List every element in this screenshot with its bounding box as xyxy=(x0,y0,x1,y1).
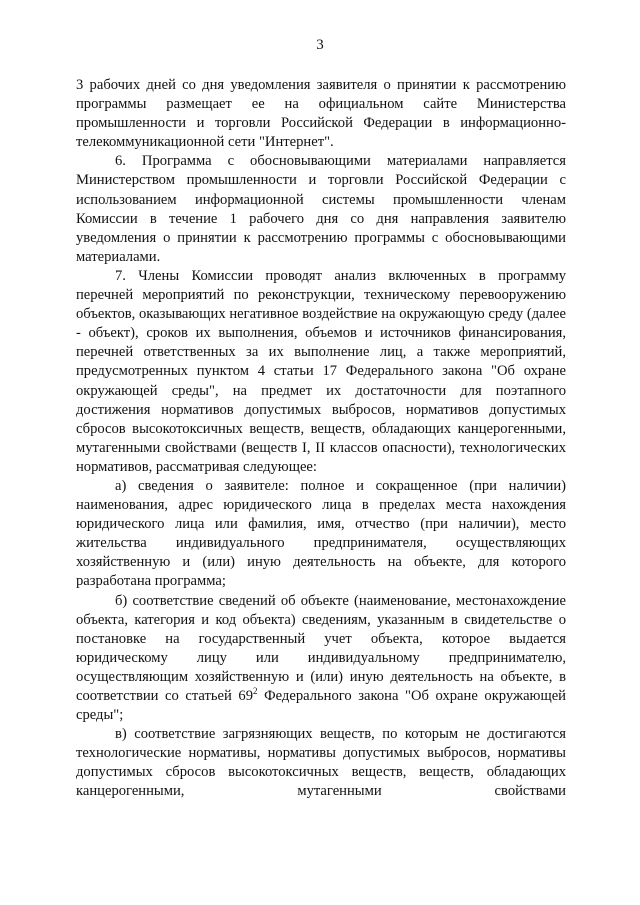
superscript-article-number: 2 xyxy=(253,686,258,696)
paragraph-item-6: 6. Программа с обосновывающими материалами направляется Министерством промышленности и торговли Российской Федерации с использованием информационной системы промышленности членам Комиссии в течение 1 рабочего дня со дня направления заявителю уведомления о принятии к рассмотрению программы с обосновывающими материалами. xyxy=(76,153,566,265)
subitem-b-text-before: б) соответствие сведений об объекте (наименование, местонахождение объекта, категория и код объекта) сведениям, указанным в свидетельстве о постановке на государственный учет объекта, которое выдается юридическому лицу или индивидуальному предпринимателю, осуществляющим хозяйственную и (или) иную деятельность на объекте, в соответствии со статьей 69 xyxy=(76,592,566,704)
subitem-b-text-after: Федерального закона "Об охране окружающей среды"; xyxy=(76,688,566,724)
paragraph-subitem-b xyxy=(76,592,566,726)
paragraph-continuation: 3 рабочих дней со дня уведомления заявителя о принятии к рассмотрению программы размещает ее на официальном сайте Министерства промышленности и торговли Российской Федерации в информационно-телекоммуникационной сети "Интернет". xyxy=(76,77,566,151)
page-number: 3 xyxy=(316,37,324,53)
paragraph-item-7: 7. Члены Комиссии проводят анализ включенных в программу перечней мероприятий по реконструкции, техническому перевооружению объектов, оказывающих негативное воздействие на окружающую среду (далее - объект), сроков их выполнения, объемов и источников финансирования, перечней ответственных за их выполнение лиц, а также мероприятий, предусмотренных пунктом 4 статьи 17 Федерального закона "Об охране окружающей среды", на предмет их достаточности для поэтапного достижения нормативов допустимых выбросов, нормативов допустимых сбросов высокотоксичных веществ, веществ, обладающих канцерогенными, мутагенными свойствами (веществ I, II классов опасности), технологических нормативов, рассматривая следующее: xyxy=(76,267,566,475)
paragraph-subitem-v: в) соответствие загрязняющих веществ, по которым не достигаются технологические нормативы, нормативы допустимых выбросов, нормативы допустимых сбросов высокотоксичных веществ, веществ, обладающих канцерогенными, мутагенными свойствами xyxy=(76,726,566,800)
document-body xyxy=(76,76,566,802)
paragraph-subitem-a: а) сведения о заявителе: полное и сокращенное (при наличии) наименования, адрес юридического лица в пределах места нахождения юридического лица или фамилия, имя, отчество (при наличии), место жительства индивидуального предпринимателя, осуществляющих хозяйственную и (или) иную деятельность на объекте, для которого разработана программа; xyxy=(76,477,566,590)
